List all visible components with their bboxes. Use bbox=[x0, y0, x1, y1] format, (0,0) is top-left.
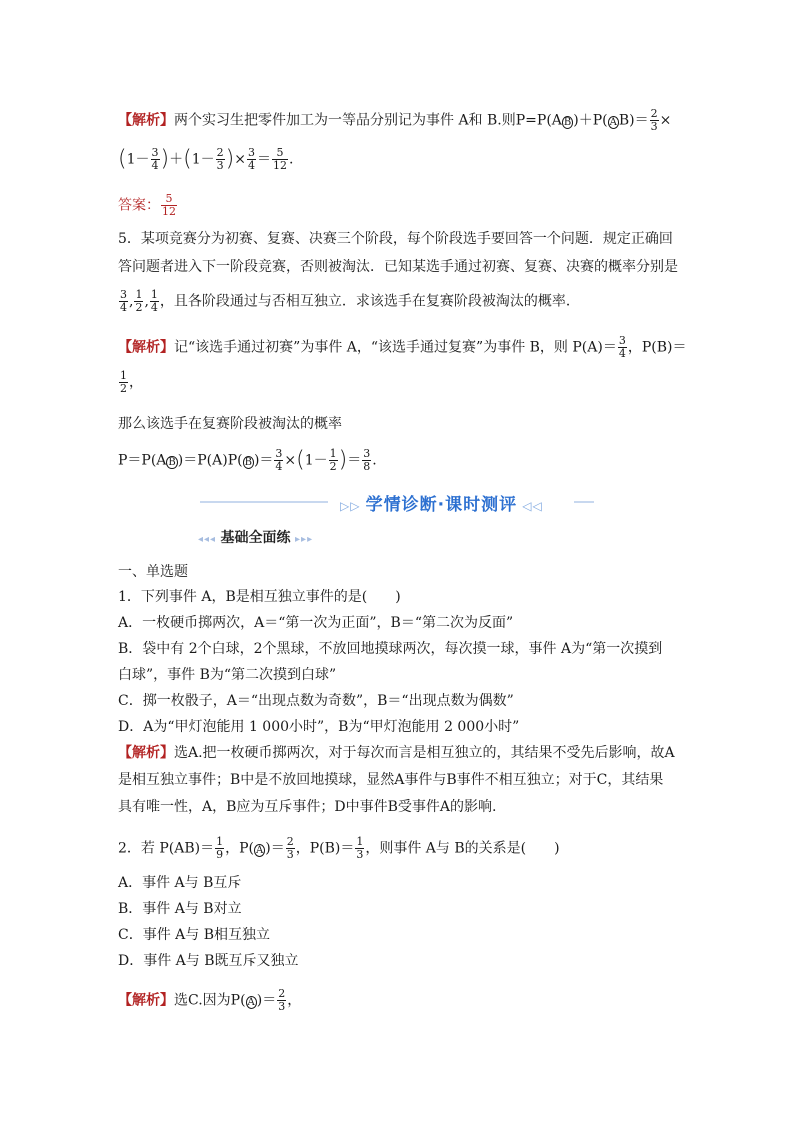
answer-line bbox=[118, 193, 178, 218]
option-d: D．事件 A与 B既互斥又独立 bbox=[118, 953, 299, 969]
question-2-stem bbox=[118, 836, 560, 861]
text: )＝ bbox=[253, 452, 274, 469]
text: ， bbox=[129, 374, 143, 391]
complement-mark: A bbox=[609, 116, 617, 128]
text: )＝P(A)P( bbox=[177, 452, 243, 469]
fraction: $\frac{2}{3}$ bbox=[286, 835, 294, 861]
fraction: $\frac{3}{4}$ bbox=[151, 146, 159, 172]
solution-line: 是相互独立事件；B中是不放回地摸球，显然A事件与B事件不相互独立；对于C，其结果 bbox=[118, 772, 664, 788]
section-banner bbox=[200, 490, 594, 514]
solution-line: P＝P(A B )＝P(A)P( B )＝ $\frac{3}{4}$ ×(1－ $\frac{1}{2}$ )＝ $\frac{3}{8}$ . bbox=[118, 447, 377, 473]
complement-mark: A bbox=[247, 996, 255, 1008]
subsection-title: ◂◂◂ 基础全面练 ▸▸▸ bbox=[198, 530, 314, 546]
solution-line bbox=[118, 108, 671, 133]
fraction: $\frac{3}{4}$ bbox=[618, 334, 626, 360]
option-b: B．袋中有 2个白球，2个黑球，不放回地摸球两次，每次摸一球，事件 A为“第一次摸到 bbox=[118, 641, 663, 657]
text: ，则事件 A与 B的关系是( ) bbox=[365, 840, 560, 857]
question-1-stem: 1．下列事件 A，B是相互独立事件的是( ) bbox=[118, 589, 401, 605]
question-5-line: 5．某项竞赛分为初赛、复赛、决赛三个阶段，每个阶段选手要回答一个问题．规定正确回 bbox=[118, 231, 673, 247]
text: . bbox=[288, 151, 294, 168]
text: )＋P( bbox=[573, 112, 608, 129]
fraction: $\frac{3}{8}$ bbox=[363, 447, 371, 473]
dots-right-icon: ▸▸▸ bbox=[290, 534, 314, 545]
text: ，P(B)＝ bbox=[627, 339, 687, 356]
option-a: A．一枚硬币掷两次，A＝“第一次为正面”，B＝“第二次为反面” bbox=[118, 615, 514, 631]
solution-line bbox=[118, 370, 143, 395]
complement-mark: B bbox=[168, 456, 176, 468]
fraction: $\frac{3}{4}$ bbox=[247, 146, 255, 172]
part-heading: 一、单选题 bbox=[118, 564, 188, 580]
fraction: $\frac{1}{2}$ bbox=[135, 288, 143, 314]
banner-rule bbox=[200, 501, 328, 503]
option-d: D．A为“甲灯泡能用 1 000小时”，B为“甲灯泡能用 2 000小时” bbox=[118, 719, 520, 735]
text: ，且各阶段通过与否相互独立．求该选手在复赛阶段被淘汰的概率． bbox=[159, 293, 580, 310]
solution-line bbox=[118, 335, 686, 360]
text: × bbox=[234, 151, 246, 168]
text: ＝ bbox=[347, 452, 362, 469]
option-c: C．掷一枚骰子，A＝“出现点数为奇数”，B＝“出现点数为偶数” bbox=[118, 693, 514, 709]
fraction: $\frac{1}{3}$ bbox=[356, 835, 364, 861]
fraction: $\frac{2}{3}$ bbox=[650, 107, 658, 133]
complement-mark: B bbox=[244, 456, 252, 468]
solution-line bbox=[118, 743, 675, 763]
text: P＝P(A bbox=[118, 452, 167, 469]
text: ，P( bbox=[225, 840, 254, 857]
text: )＝ bbox=[265, 840, 285, 857]
fraction: $\frac{1}{9}$ bbox=[216, 835, 224, 861]
solution-line: 那么该选手在复赛阶段被淘汰的概率 bbox=[118, 416, 342, 432]
complement-mark: B bbox=[563, 116, 572, 128]
solution-tag: 【解析】 bbox=[118, 112, 174, 129]
solution-line bbox=[118, 988, 301, 1013]
text: ，P(B)＝ bbox=[295, 840, 355, 857]
option-c: C．事件 A与 B相互独立 bbox=[118, 927, 271, 943]
text: 1－ bbox=[191, 151, 215, 168]
text: ＝ bbox=[256, 151, 271, 168]
option-b: B．事件 A与 B对立 bbox=[118, 901, 242, 917]
text: × bbox=[659, 112, 672, 129]
question-5-line: $\frac{3}{4}$ , $\frac{1}{2}$ , $\frac{1}{4}$ ，且各阶段通过与否相互独立．求该选手在复赛阶段被淘汰的概率． bbox=[120, 288, 580, 314]
fraction: $\frac{1}{4}$ bbox=[150, 288, 158, 314]
text: B)＝ bbox=[618, 112, 649, 129]
text: 1－ bbox=[126, 151, 150, 168]
option-b-cont: 白球”，事件 B为“第二次摸到白球” bbox=[118, 667, 337, 683]
solution-line: 具有唯一性，A，B应为互斥事件；D中事件B受事件A的影响. bbox=[118, 799, 497, 815]
text: 两个实习生把零件加工为一等品分别记为事件 A和 B.则P=P(A bbox=[174, 112, 562, 129]
text: × bbox=[284, 452, 297, 469]
banner-rule bbox=[574, 501, 594, 503]
text: . bbox=[372, 452, 377, 469]
fraction: $\frac{3}{4}$ bbox=[275, 447, 283, 473]
text: 选A.把一枚硬币掷两次，对于每次而言是相互独立的，其结果不受先后影响，故A bbox=[174, 745, 675, 761]
text: 选C.因为P( bbox=[174, 992, 246, 1009]
text: 记“该选手通过初赛”为事件 A，“该选手通过复赛”为事件 B，则 P(A)＝ bbox=[174, 339, 617, 356]
solution-tag: 【解析】 bbox=[118, 339, 174, 356]
text: )＝ bbox=[256, 992, 277, 1009]
arrow-left-icon: ◁◁ bbox=[517, 499, 543, 513]
solution-tag: 【解析】 bbox=[118, 745, 174, 761]
answer-fraction: $\frac{5}{12}$ bbox=[162, 192, 176, 218]
fraction: $\frac{1}{2}$ bbox=[120, 369, 127, 395]
text: ＋ bbox=[169, 151, 184, 168]
fraction: $\frac{5}{12}$ bbox=[272, 146, 287, 172]
fraction: $\frac{2}{3}$ bbox=[216, 146, 224, 172]
banner-title: ▷▷ 学情诊断·课时测评 ◁◁ bbox=[340, 495, 543, 515]
dots-left-icon: ◂◂◂ bbox=[198, 534, 221, 545]
fraction: $\frac{3}{4}$ bbox=[120, 288, 127, 314]
complement-mark: A bbox=[256, 844, 264, 856]
solution-line: (1－ $\frac{3}{4}$ )＋(1－ $\frac{2}{3}$ )× $\frac{3}{4}$ ＝ $\frac{5}{12}$ . bbox=[118, 146, 294, 172]
solution-tag: 【解析】 bbox=[118, 992, 174, 1009]
question-5-line: 答问题者进入下一阶段竞赛，否则被淘汰．已知某选手通过初赛、复赛、决赛的概率分别是 bbox=[118, 259, 678, 275]
text: 1－ bbox=[304, 452, 328, 469]
fraction: $\frac{2}{3}$ bbox=[278, 987, 286, 1013]
text: 2．若 P(AB)＝ bbox=[118, 840, 215, 857]
option-a: A．事件 A与 B互斥 bbox=[118, 875, 242, 891]
text: ， bbox=[287, 992, 302, 1009]
fraction: $\frac{1}{2}$ bbox=[329, 447, 337, 473]
answer-label: 答案： bbox=[118, 197, 160, 214]
arrow-right-icon: ▷▷ bbox=[340, 499, 366, 513]
